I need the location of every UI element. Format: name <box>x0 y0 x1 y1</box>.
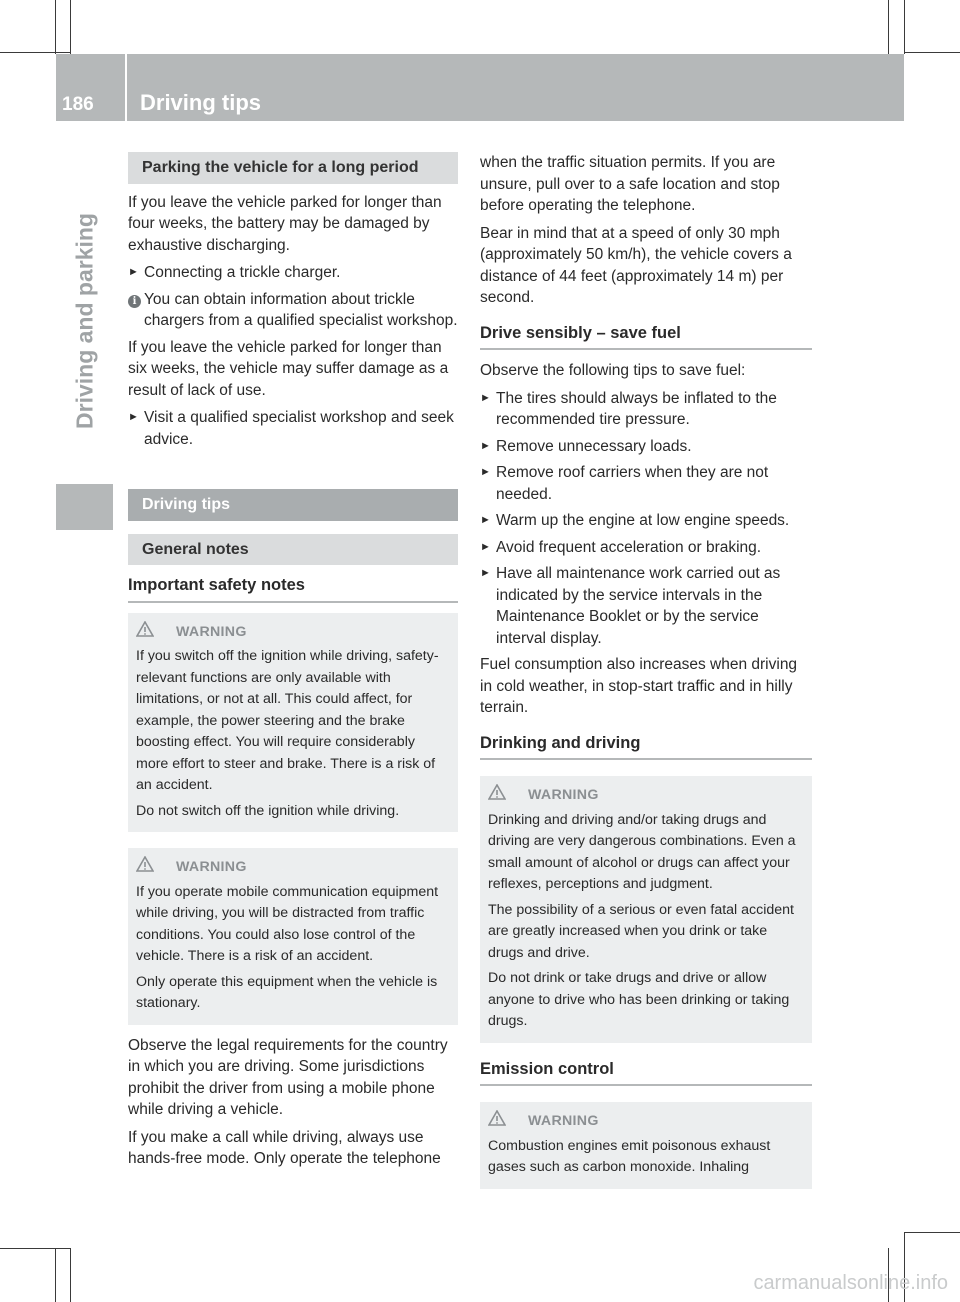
warning-text: The possibility of a serious or even fatal accident are greatly increased when you drink or take drugs and drive. <box>488 901 794 961</box>
warning-label: WARNING <box>176 623 247 640</box>
instruction-step <box>480 510 812 532</box>
crop-mark <box>888 0 889 54</box>
paragraph: Observe the legal requirements for the country in which you are driving. Some jurisdictions prohibit the driver from using a mobile phone while driving a vehicle. <box>128 1036 448 1118</box>
step-arrow-icon: ► <box>128 411 139 423</box>
step-text: Avoid frequent acceleration or braking. <box>496 538 762 556</box>
step-arrow-icon: ► <box>480 540 491 553</box>
watermark: carmanualsonline.info <box>753 1272 948 1294</box>
warning-text: If you switch off the ignition while driving, safety-relevant functions are only available with limitations, or not at all. This could affect, for example, the power steering and the brake boosting effect. You will require considerably more effort to steer and brake. There is a risk of an accident. <box>136 648 439 793</box>
step-arrow-icon: ► <box>480 391 491 404</box>
crop-mark <box>55 0 56 54</box>
info-text: You can obtain information about trickle chargers from a qualified specialist workshop. <box>144 290 458 329</box>
warning-header <box>488 784 804 808</box>
warning-header <box>488 1110 804 1134</box>
crop-mark <box>55 1248 56 1302</box>
paragraph: If you make a call while driving, always use hands-free mode. Only operate the telephone <box>128 1128 441 1167</box>
warning-label: WARNING <box>528 1113 599 1129</box>
step-arrow-icon: ► <box>128 266 139 278</box>
info-note <box>128 289 458 332</box>
warning-box <box>128 848 458 1025</box>
step-arrow-icon: ► <box>480 439 491 452</box>
instruction-step <box>480 537 812 559</box>
section-heading-driving-tips: Driving tips <box>128 489 458 521</box>
step-text: Visit a qualified specialist workshop and seek advice. <box>144 409 454 448</box>
crop-mark <box>904 0 905 54</box>
sub-heading-drinking: Drinking and driving <box>480 731 812 761</box>
instruction-step <box>480 563 812 649</box>
sub-heading-emission: Emission control <box>480 1057 812 1087</box>
warning-text: Combustion engines emit poisonous exhaust gases such as carbon monoxide. Inhaling <box>488 1137 771 1175</box>
warning-label: WARNING <box>528 787 599 803</box>
step-text: Remove unnecessary loads. <box>496 437 692 455</box>
warning-box <box>128 613 458 833</box>
crop-mark <box>0 1248 70 1249</box>
section-heading-parking: Parking the vehicle for a long period <box>128 152 458 184</box>
step-arrow-icon: ► <box>480 514 491 526</box>
warning-header <box>136 621 450 645</box>
instruction-step <box>480 462 812 505</box>
crop-mark <box>70 1248 71 1302</box>
warning-text: Do not drink or take drugs and drive or allow anyone to drive who has been drinking or taking drugs. <box>488 970 790 1029</box>
step-text: Connecting a trickle charger. <box>144 264 341 281</box>
crop-mark <box>904 52 960 53</box>
instruction-step <box>128 407 458 450</box>
section-heading-general-notes: General notes <box>128 534 458 566</box>
sub-heading-fuel: Drive sensibly – save fuel <box>480 321 812 351</box>
step-arrow-icon: ► <box>480 567 491 579</box>
step-text: The tires should always be inflated to the recommended tire pressure. <box>496 389 777 428</box>
instruction-step <box>128 262 458 284</box>
warning-text: Only operate this equipment when the vehicle is stationary. <box>136 973 438 1011</box>
header-divider <box>125 54 127 121</box>
warning-triangle-icon <box>136 621 176 645</box>
step-text: Warm up the engine at low engine speeds. <box>496 512 790 529</box>
sub-heading-safety: Important safety notes <box>128 573 458 603</box>
instruction-step <box>480 436 812 458</box>
instruction-step <box>480 388 812 431</box>
warning-label: WARNING <box>176 859 247 875</box>
warning-triangle-icon <box>488 1110 528 1134</box>
side-tab-marker <box>56 484 113 530</box>
warning-text: Drinking and driving and/or taking drugs and driving are very dangerous combinations. Even a small amount of alcohol or drugs can affect your reflexes, perceptions and judgment. <box>488 811 796 892</box>
spacer <box>128 455 458 489</box>
warning-box <box>480 1102 812 1189</box>
right-column <box>480 152 812 1199</box>
info-icon: i <box>128 289 144 332</box>
paragraph: If you leave the vehicle parked for longer than six weeks, the vehicle may suffer damage as a result of lack of use. <box>128 338 449 399</box>
paragraph: Bear in mind that at a speed of only 30 mph (approximately 50 km/h), the vehicle covers a distance of 44 feet (approximately 14 m) per second. <box>480 224 792 306</box>
warning-triangle-icon <box>136 856 176 880</box>
step-text: Remove roof carriers when they are not needed. <box>496 464 769 503</box>
warning-text: If you operate mobile communication equipment while driving, you will be distracted from traffic conditions. You could also lose control of the vehicle. There is a risk of an accident. <box>136 883 439 964</box>
step-arrow-icon: ► <box>480 466 491 478</box>
warning-header <box>136 856 450 880</box>
left-column <box>128 152 458 1176</box>
paragraph: when the traffic situation permits. If you are unsure, pull over to a safe location and stop before operating the telephone. <box>480 154 780 214</box>
page-number: 186 <box>62 94 94 115</box>
crop-mark <box>0 52 70 53</box>
side-tab-label: Driving and parking <box>71 213 97 429</box>
warning-text: Do not switch off the ignition while driving. <box>136 802 400 819</box>
crop-mark <box>904 1232 960 1233</box>
warning-box <box>480 776 812 1043</box>
paragraph: Fuel consumption also increases when driving in cold weather, in stop-start traffic and in hilly terrain. <box>480 656 798 716</box>
paragraph: Observe the following tips to save fuel: <box>480 362 746 379</box>
step-text: Have all maintenance work carried out as indicated by the service intervals in the Maintenance Booklet or by the service interval display. <box>496 565 781 647</box>
header-title: Driving tips <box>140 90 262 115</box>
crop-mark <box>70 0 71 54</box>
side-tab <box>56 121 113 521</box>
warning-triangle-icon <box>488 784 528 808</box>
paragraph: If you leave the vehicle parked for longer than four weeks, the battery may be damaged by exhaustive discharging. <box>128 193 442 254</box>
